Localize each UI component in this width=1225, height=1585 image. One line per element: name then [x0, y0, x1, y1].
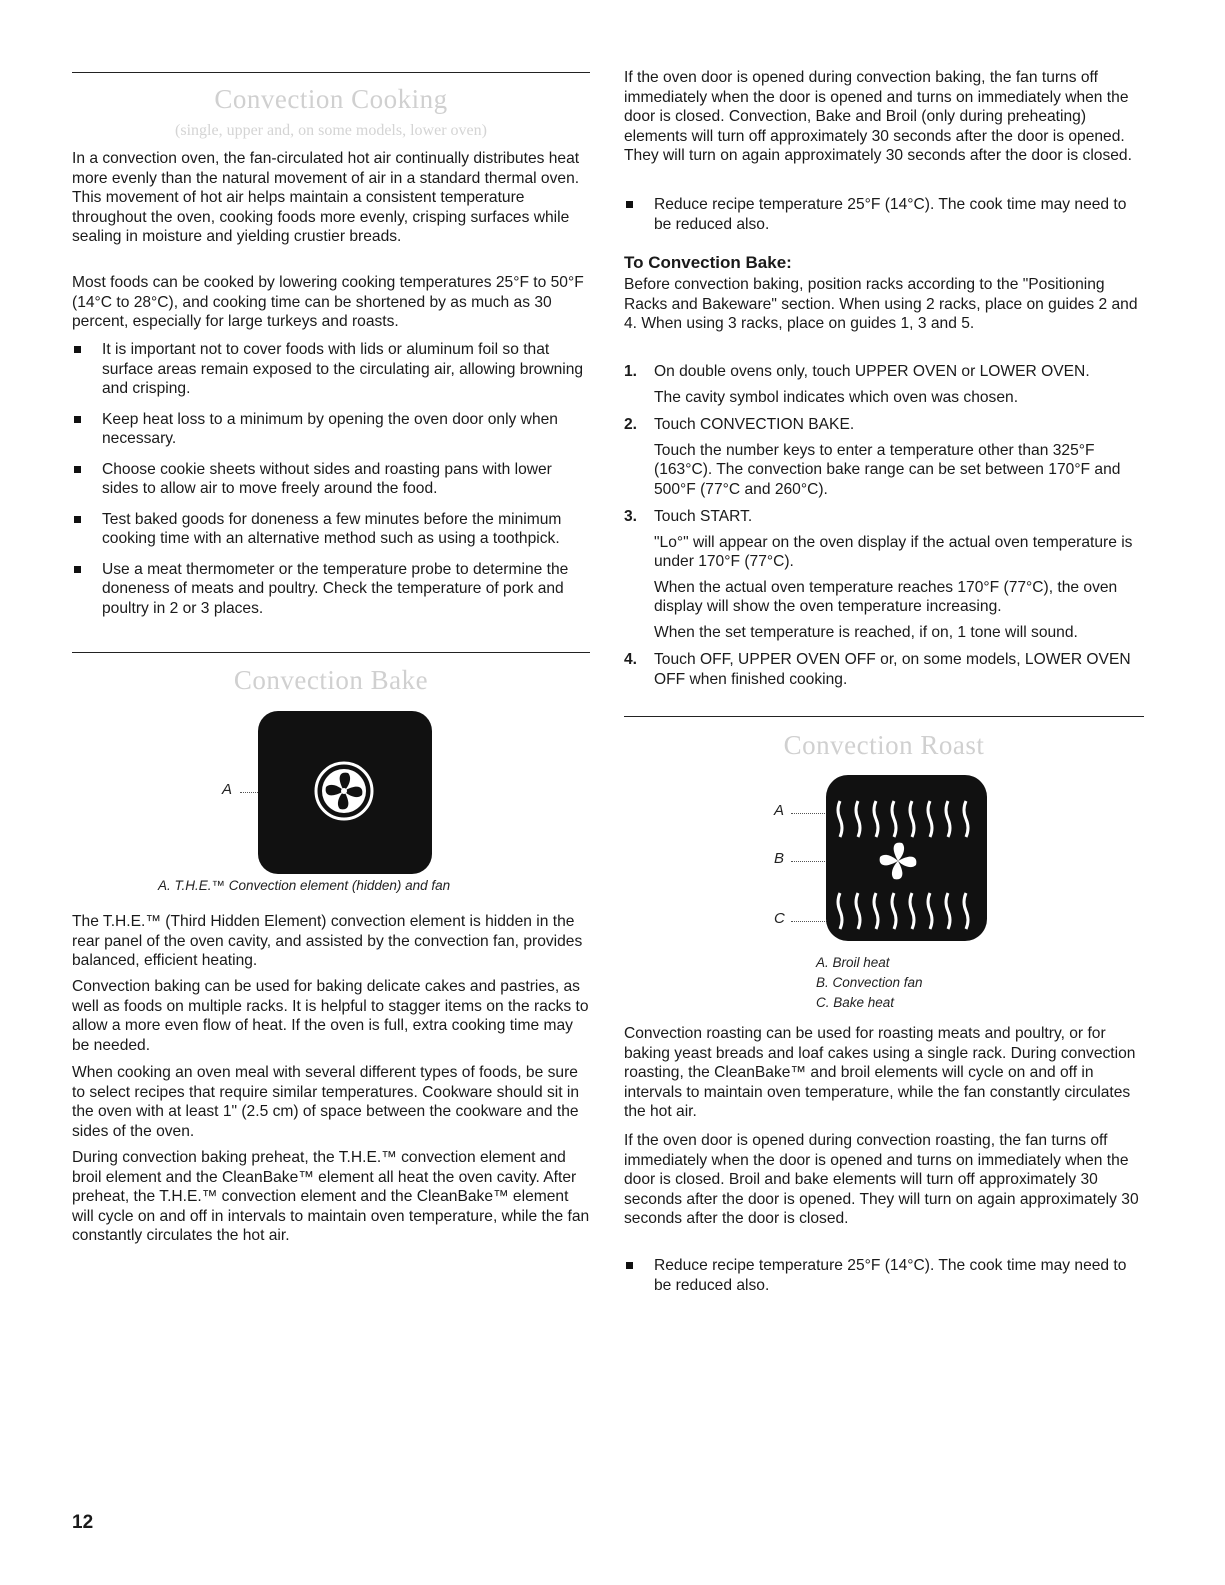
figure-caption: B. Convection fan: [816, 975, 923, 990]
bake-paragraph: The T.H.E.™ (Third Hidden Element) convection element is hidden in the rear panel of the oven cavity, and assisted by the convection fan, provides balanced, efficient heating.: [72, 913, 583, 969]
section-title-convection-bake: Convection Bake: [233, 665, 429, 695]
intro-paragraph: In a convection oven, the fan-circulated hot air continually distributes heat more evenly than the natural movement of air in a standard thermal oven. This movement of hot air helps maintain a consistent temperature throughout the oven, cooking foods more evenly, crisping surfaces while sealing in moisture and yielding crustier breads.: [72, 150, 580, 245]
figure-label-a: A: [774, 802, 785, 819]
step-note: When the actual oven temperature reaches 170°F (77°C), the oven display will show the oven temperature increasing.: [654, 578, 1118, 615]
bake-paragraph: Convection baking can be used for baking delicate cakes and pastries, as well as foods on multiple racks. It is helpful to stagger items on the racks to allow a more even flow of heat. If the oven is full, extra cooking time may be needed.: [72, 978, 589, 1054]
convection-fan-icon: [880, 843, 917, 880]
list-item: Reduce recipe temperature 25°F (14°C). The cook time may need to be reduced also.: [624, 195, 1144, 234]
list-item: Reduce recipe temperature 25°F (14°C). The cook time may need to be reduced also.: [624, 1256, 1144, 1295]
fan-icon: [258, 711, 432, 874]
bake-paragraph: When cooking an oven meal with several different types of foods, be sure to select recipes that require similar temperatures. Cookware should sit in the oven with at least 1" (2.5 cm) of space between the cookware and the sides of the oven.: [72, 1064, 580, 1140]
step-item: [624, 507, 1144, 642]
step-note: Touch the number keys to enter a temperature other than 325°F (163°C). The convection bake range can be set between 170°F and 500°F (77°C and 260°C).: [654, 441, 1121, 498]
section-subtitle: (single, upper and, on some models, lower oven): [175, 122, 487, 139]
bake-heat-icon: [838, 893, 968, 929]
step-note: "Lo°" will appear on the oven display if the actual oven temperature is under 170°F (77°C).: [654, 533, 1133, 570]
oven-panel-illustration: [258, 711, 432, 874]
section-divider: [72, 652, 590, 653]
broil-heat-icon: [838, 801, 968, 837]
page-number: 12: [72, 1512, 94, 1533]
step-item: [624, 650, 1144, 689]
list-item: Use a meat thermometer or the temperature probe to determine the doneness of meats and poultry. Check the temperature of pork and poultry in 2 or 3 places.: [72, 560, 590, 619]
section-divider: [72, 72, 590, 73]
to-convection-bake-heading: To Convection Bake:: [624, 253, 792, 272]
bake-tip-list: [624, 195, 1144, 245]
oven-panel-illustration: [826, 775, 987, 941]
step-text: Touch CONVECTION BAKE.: [654, 416, 855, 433]
section-title-convection-cooking: Convection Cooking: [214, 84, 448, 114]
step-number: 2.: [624, 416, 638, 433]
intro-paragraph-2: Most foods can be cooked by lowering cooking temperatures 25°F to 50°F (14°C to 28°C), and cooking time can be shortened by as much as 30 percent, especially for large turkeys and roasts.: [72, 274, 584, 330]
list-item: Test baked goods for doneness a few minutes before the minimum cooking time with an alternative method such as using a toothpick.: [72, 510, 590, 549]
to-bake-intro: Before convection baking, position racks according to the "Positioning Racks and Bakeware" section. When using 2 racks, place on guides 2 and 4. When using 3 racks, place on guides 1, 3 and 5.: [624, 276, 1138, 332]
step-item: [624, 415, 1144, 499]
figure-caption: A. T.H.E.™ Convection element (hidden) and fan: [158, 878, 451, 893]
step-text: On double ovens only, touch UPPER OVEN or LOWER OVEN.: [654, 363, 1090, 380]
figure-label-b: B: [774, 850, 785, 867]
list-item: Keep heat loss to a minimum by opening the oven door only when necessary.: [72, 410, 590, 449]
list-item: It is important not to cover foods with lids or aluminum foil so that surface areas remain exposed to the circulating air, allowing browning and crisping.: [72, 340, 590, 399]
figure-label-c: C: [774, 910, 785, 927]
figure-caption: C. Bake heat: [816, 995, 895, 1010]
step-number: 3.: [624, 508, 638, 525]
step-text: Touch OFF, UPPER OVEN OFF or, on some models, LOWER OVEN OFF when finished cooking.: [654, 651, 1131, 688]
bake-paragraph: During convection baking preheat, the T.H.E.™ convection element and broil element and the CleanBake™ element all heat the oven cavity. After preheat, the T.H.E.™ convection element and the CleanBake™ element will cycle on and off in intervals to maintain oven temperature, while the fan constantly circulates the hot air.: [72, 1149, 590, 1244]
list-item: Choose cookie sheets without sides and roasting pans with lower sides to allow air to move freely around the food.: [72, 460, 590, 499]
roast-paragraph: Convection roasting can be used for roasting meats and poultry, or for baking yeast breads and loaf cakes using a single rack. During convection roasting, the CleanBake™ and broil elements will cycle on and off in intervals to maintain oven temperature, while the fan constantly circulates the hot air.: [624, 1025, 1136, 1120]
figure-caption: A. Broil heat: [816, 955, 890, 970]
section-divider: [624, 716, 1144, 717]
tips-list: [72, 340, 590, 629]
step-item: [624, 362, 1144, 407]
step-note: When the set temperature is reached, if on, 1 tone will sound.: [654, 623, 1078, 641]
step-number: 4.: [624, 651, 638, 668]
step-number: 1.: [624, 363, 638, 380]
bake-steps: [624, 362, 1144, 697]
figure-label-a: A: [222, 781, 233, 798]
roast-paragraph: If the oven door is opened during convection roasting, the fan turns off immediately when the door is opened and turns on immediately when the door is closed. Broil and bake elements will turn off approximately 30 seconds after the door is opened. They will turn on again approximately 30 seconds after the door is closed.: [624, 1132, 1139, 1227]
door-paragraph: If the oven door is opened during convection baking, the fan turns off immediately when the door is opened and turns on immediately when the door is closed. Convection, Bake and Broil (only during preheating) elements will turn off approximately 30 seconds after the door is opened. They will turn on again approximately 30 seconds after the door is closed.: [624, 69, 1132, 164]
step-text: Touch START.: [654, 508, 753, 525]
roast-tip-list: [624, 1256, 1144, 1306]
section-title-convection-roast: Convection Roast: [783, 730, 985, 760]
step-note: The cavity symbol indicates which oven was chosen.: [654, 388, 1019, 406]
